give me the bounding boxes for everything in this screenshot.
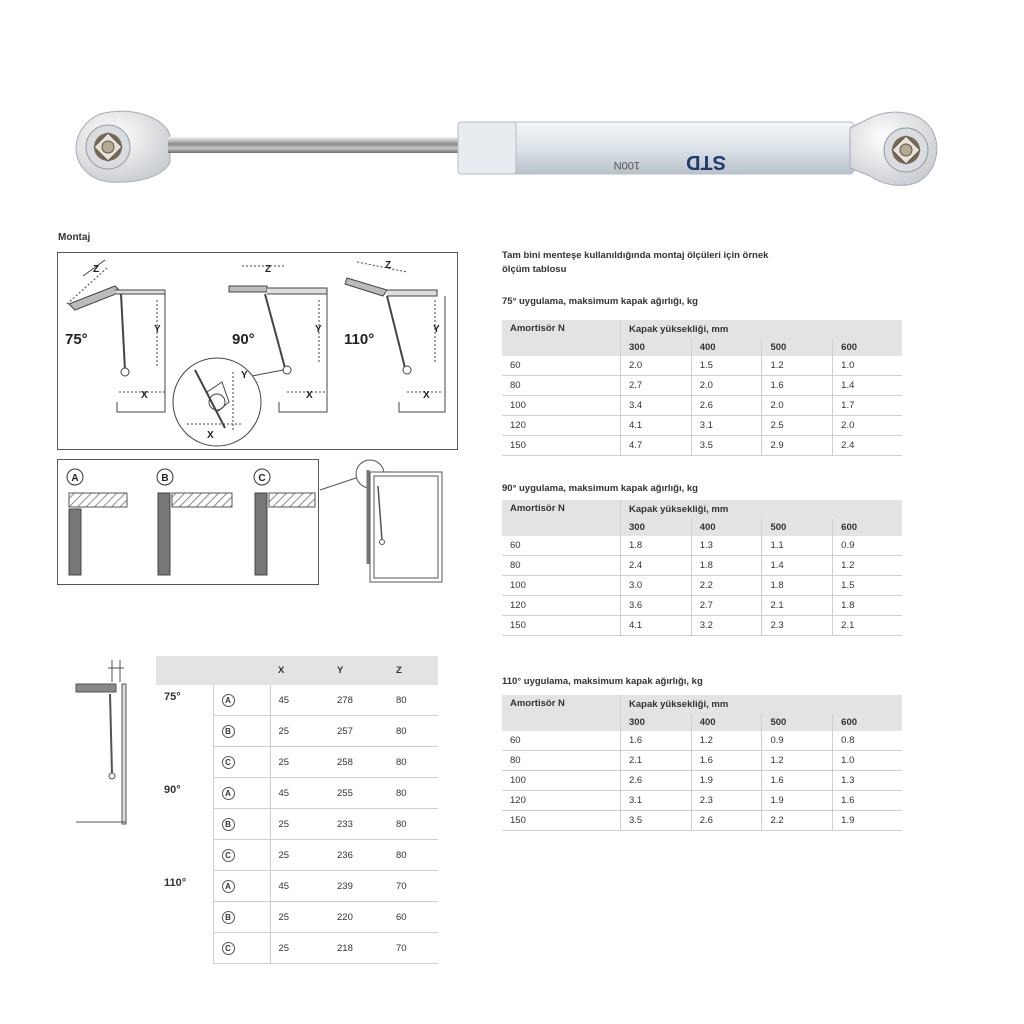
xyz-cell: 80 (388, 809, 438, 840)
height-header: 400 (691, 339, 762, 356)
table-cell: 1.4 (833, 376, 902, 396)
xyz-header-blank-1 (156, 656, 213, 685)
side-sketch (74, 654, 134, 826)
table-cell: 150 (502, 436, 621, 456)
col-header-shock: Amortisör N (502, 320, 621, 356)
table-cell: 2.2 (691, 576, 762, 596)
table-cell: 1.6 (762, 376, 833, 396)
table-cell: 1.6 (762, 771, 833, 791)
col-header-height: Kapak yüksekliği, mm (621, 500, 903, 519)
dim-x-90: X (306, 390, 313, 401)
xyz-cell: 60 (388, 902, 438, 933)
dim-z-90: Z (265, 264, 272, 275)
table-row (502, 811, 902, 831)
table-cell: 120 (502, 596, 621, 616)
table-cell: 3.5 (621, 811, 692, 831)
table-cell: 60 (502, 536, 621, 556)
xyz-cell: 236 (329, 840, 388, 871)
table-cell: 2.0 (833, 416, 902, 436)
table-cell: 3.0 (621, 576, 692, 596)
table-cell: 1.9 (762, 791, 833, 811)
table-row (156, 778, 438, 809)
table-cell: 2.9 (762, 436, 833, 456)
angle-label-75: 75° (65, 331, 88, 348)
height-header: 400 (691, 714, 762, 731)
xyz-cell: 80 (388, 778, 438, 809)
xyz-cell: 80 (388, 840, 438, 871)
height-header: 300 (621, 519, 692, 536)
piston-rod (168, 137, 460, 153)
height-header: 500 (762, 339, 833, 356)
table-cell: 2.1 (762, 596, 833, 616)
table-row (502, 596, 902, 616)
intro-caption (502, 249, 902, 277)
dim-y-110: Y (433, 324, 440, 335)
intro-line-2: ölçüm tablosu (502, 264, 567, 275)
force-label: 100N (613, 159, 640, 171)
xyz-cell: 218 (329, 933, 388, 964)
mount-badge: C (222, 849, 235, 862)
table-cell: 2.4 (833, 436, 902, 456)
table-cell: 1.5 (691, 356, 762, 376)
height-header: 600 (833, 339, 902, 356)
load-table-110 (502, 695, 902, 831)
table-cell: 1.1 (762, 536, 833, 556)
table-cell: 2.5 (762, 416, 833, 436)
xyz-cell: 70 (388, 871, 438, 902)
table-cell: 1.8 (691, 556, 762, 576)
table-cell: 0.9 (833, 536, 902, 556)
cylinder-body (458, 122, 854, 174)
table-cell: 2.0 (762, 396, 833, 416)
table-cell: 1.2 (833, 556, 902, 576)
height-header: 500 (762, 519, 833, 536)
height-header: 600 (833, 714, 902, 731)
xyz-cell: 255 (329, 778, 388, 809)
xyz-table (156, 656, 438, 964)
dim-x-110: X (423, 390, 430, 401)
table-cell: 100 (502, 771, 621, 791)
table-cell: 120 (502, 416, 621, 436)
xyz-cell: 25 (270, 809, 329, 840)
table-cell: 3.1 (621, 791, 692, 811)
table-cell: 1.8 (833, 596, 902, 616)
table-cell: 80 (502, 751, 621, 771)
table-cell: 1.9 (833, 811, 902, 831)
table-cell: 60 (502, 731, 621, 751)
table-row (156, 685, 438, 716)
load-table-title-90: 90° uygulama, maksimum kapak ağırlığı, kg (502, 483, 698, 494)
table-cell: 100 (502, 396, 621, 416)
table-cell: 3.2 (691, 616, 762, 636)
dim-y-75: Y (154, 324, 161, 335)
table-row (502, 536, 902, 556)
angle-label-110: 110° (344, 331, 375, 348)
xyz-cell: 80 (388, 747, 438, 778)
table-row (502, 356, 902, 376)
xyz-angle: 110° (156, 871, 213, 964)
table-cell: 100 (502, 576, 621, 596)
xyz-cell: 80 (388, 716, 438, 747)
table-cell: 2.3 (691, 791, 762, 811)
xyz-angle: 75° (156, 685, 213, 778)
xyz-header-z: Z (388, 656, 438, 685)
mount-badge: C (222, 756, 235, 769)
table-cell: 1.7 (833, 396, 902, 416)
table-row (502, 556, 902, 576)
col-header-height: Kapak yüksekliği, mm (621, 695, 903, 714)
mount-options-diagram (57, 459, 319, 585)
xyz-cell: 80 (388, 685, 438, 716)
dim-z-75: Z (93, 264, 100, 275)
load-table-90 (502, 500, 902, 636)
table-cell: 3.6 (621, 596, 692, 616)
table-row (502, 751, 902, 771)
height-header: 500 (762, 714, 833, 731)
xyz-cell: 45 (270, 871, 329, 902)
table-cell: 2.0 (691, 376, 762, 396)
dim-z-110: Z (385, 260, 392, 271)
table-cell: 150 (502, 811, 621, 831)
xyz-cell: 25 (270, 902, 329, 933)
brand-label: STD (686, 151, 726, 173)
table-row (502, 416, 902, 436)
table-cell: 1.2 (762, 751, 833, 771)
table-cell: 3.5 (691, 436, 762, 456)
height-header: 400 (691, 519, 762, 536)
table-cell: 1.6 (621, 731, 692, 751)
height-header: 300 (621, 339, 692, 356)
xyz-cell: 258 (329, 747, 388, 778)
table-cell: 1.8 (621, 536, 692, 556)
table-cell: 2.6 (691, 396, 762, 416)
table-cell: 1.9 (691, 771, 762, 791)
table-row (502, 616, 902, 636)
xyz-cell: 25 (270, 747, 329, 778)
mount-badge: A (222, 880, 235, 893)
xyz-cell: 45 (270, 685, 329, 716)
load-table-title-110: 110° uygulama, maksimum kapak ağırlığı, kg (502, 676, 703, 687)
table-cell: 1.3 (833, 771, 902, 791)
mount-badge: A (222, 787, 235, 800)
angle-diagrams (57, 252, 458, 450)
xyz-header-blank-2 (213, 656, 270, 685)
table-cell: 2.4 (621, 556, 692, 576)
table-cell: 3.1 (691, 416, 762, 436)
table-cell: 1.0 (833, 751, 902, 771)
table-row (502, 396, 902, 416)
mount-option-a: A (71, 473, 79, 484)
table-cell: 2.3 (762, 616, 833, 636)
xyz-cell: 278 (329, 685, 388, 716)
mount-option-c: C (258, 473, 266, 484)
table-cell: 1.5 (833, 576, 902, 596)
table-cell: 2.2 (762, 811, 833, 831)
height-header: 600 (833, 519, 902, 536)
xyz-cell: 220 (329, 902, 388, 933)
xyz-header-x: X (270, 656, 329, 685)
table-cell: 1.2 (691, 731, 762, 751)
table-cell: 2.0 (621, 356, 692, 376)
montaj-title: Montaj (58, 232, 91, 243)
table-cell: 4.7 (621, 436, 692, 456)
mount-badge: A (222, 694, 235, 707)
table-cell: 150 (502, 616, 621, 636)
table-cell: 3.4 (621, 396, 692, 416)
intro-line-1: Tam bini menteşe kullanıldığında montaj ölçüleri için örnek (502, 250, 769, 261)
xyz-cell: 25 (270, 840, 329, 871)
col-header-height: Kapak yüksekliği, mm (621, 320, 903, 339)
mount-badge: B (222, 911, 235, 924)
dim-x-zoom: X (207, 430, 214, 441)
dim-y-90: Y (315, 324, 322, 335)
table-cell: 1.0 (833, 356, 902, 376)
table-row (502, 376, 902, 396)
xyz-cell: 233 (329, 809, 388, 840)
table-cell: 2.7 (691, 596, 762, 616)
table-cell: 1.8 (762, 576, 833, 596)
xyz-header-y: Y (329, 656, 388, 685)
table-cell: 2.7 (621, 376, 692, 396)
xyz-angle: 90° (156, 778, 213, 871)
col-header-shock: Amortisör N (502, 500, 621, 536)
table-cell: 60 (502, 356, 621, 376)
table-cell: 2.6 (691, 811, 762, 831)
load-table-title-75: 75° uygulama, maksimum kapak ağırlığı, kg (502, 296, 698, 307)
table-row (502, 436, 902, 456)
mount-badge: B (222, 725, 235, 738)
col-header-shock: Amortisör N (502, 695, 621, 731)
xyz-cell: 239 (329, 871, 388, 902)
dim-x-75: X (141, 390, 148, 401)
dim-y-zoom: Y (241, 370, 248, 381)
mount-badge: B (222, 818, 235, 831)
table-row (502, 731, 902, 751)
table-row (502, 576, 902, 596)
table-row (502, 791, 902, 811)
table-cell: 1.6 (833, 791, 902, 811)
table-cell: 80 (502, 376, 621, 396)
load-table-75 (502, 320, 902, 456)
table-cell: 80 (502, 556, 621, 576)
table-row (502, 771, 902, 791)
xyz-cell: 70 (388, 933, 438, 964)
table-cell: 4.1 (621, 616, 692, 636)
xyz-cell: 25 (270, 933, 329, 964)
cabinet-sketch (318, 456, 448, 588)
xyz-cell: 257 (329, 716, 388, 747)
table-cell: 4.1 (621, 416, 692, 436)
gas-spring-image (70, 100, 950, 200)
table-row (156, 871, 438, 902)
height-header: 300 (621, 714, 692, 731)
table-cell: 1.6 (691, 751, 762, 771)
mount-badge: C (222, 942, 235, 955)
xyz-cell: 25 (270, 716, 329, 747)
table-cell: 2.1 (621, 751, 692, 771)
table-cell: 0.9 (762, 731, 833, 751)
angle-label-90: 90° (232, 331, 255, 348)
table-cell: 2.1 (833, 616, 902, 636)
table-cell: 1.4 (762, 556, 833, 576)
table-cell: 2.6 (621, 771, 692, 791)
xyz-cell: 45 (270, 778, 329, 809)
mount-option-b: B (161, 473, 169, 484)
table-cell: 1.2 (762, 356, 833, 376)
table-cell: 1.3 (691, 536, 762, 556)
table-cell: 0.8 (833, 731, 902, 751)
table-cell: 120 (502, 791, 621, 811)
